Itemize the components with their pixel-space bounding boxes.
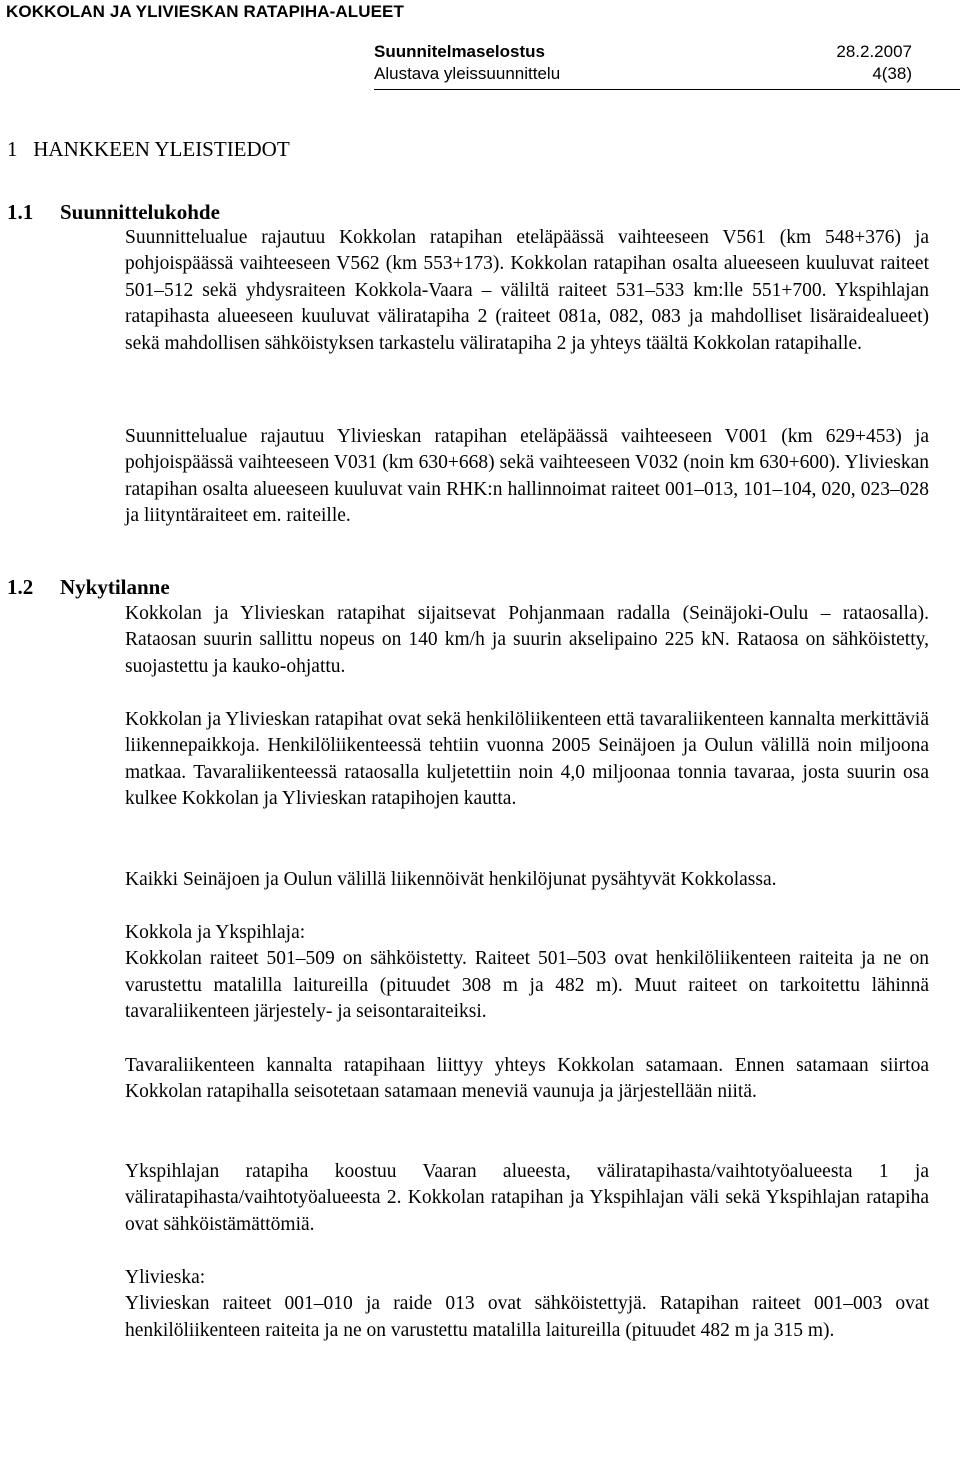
header-divider [374, 89, 960, 90]
paragraph: Kaikki Seinäjoen ja Oulun välillä liikennöivät henkilöjunat pysähtyvät Kokkolassa. [125, 869, 777, 890]
paragraph: Ykspihlajan ratapiha koostuu Vaaran alueesta, väliratapihasta/vaihtotyöalueesta 1 ja väliratapihasta/vaihtotyöalueesta 2. Kokkolan ratapihan ja Ykspihlajan väli sekä Ykspihlajan ratapiha ovat sähköistämättömiä. [125, 1161, 929, 1235]
section-heading-1: 1 HANKKEEN YLEISTIEDOT [7, 137, 290, 161]
document-date: 28.2.2007 [836, 42, 912, 61]
paragraph: Kokkola ja Ykspihlaja: Kokkolan raiteet 501–509 on sähköistetty. Raiteet 501–503 ovat henkilöliikenteen raiteita ja ne on varustettu matalilla laitureilla (pituudet 308 m ja 482 m). Muut raiteet on tarkoitettu lähinnä tavaraliikenteen järjestely- ja seisontaraiteiksi. [125, 922, 929, 1023]
paragraph: Tavaraliikenteen kannalta ratapihaan liittyy yhteys Kokkolan satamaan. Ennen satamaan siirtoa Kokkolan ratapihalla seisotetaan satamaan meneviä vaunuja ja järjestellään niitä. [125, 1055, 929, 1103]
section-title: Nykytilanne [60, 575, 170, 599]
document-subtitle: Alustava yleissuunnittelu [374, 64, 561, 83]
paragraph: Kokkolan ja Ylivieskan ratapihat ovat sekä henkilöliikenteen että tavaraliikenteen kannalta merkittäviä liikennepaikkoja. Henkilöliikenteessä tehtiin vuonna 2005 Seinäjoen ja Oulun välillä noin miljoona matkaa. Tavaraliikenteessä rataosalla kuljetettiin noin 4,0 miljoonaa tonnia tavaraa, josta suurin osa kulkee Kokkolan ja Ylivieskan ratapihojen kautta. [125, 709, 929, 810]
page-number: 4(38) [872, 64, 912, 83]
paragraph: Ylivieska: Ylivieskan raiteet 001–010 ja raide 013 ovat sähköistettyjä. Ratapihan raiteet 001–003 ovat henkilöliikenteen raiteita ja ne on varustettu matalilla laitureilla (pituudet 482 m ja 315 m). [125, 1267, 929, 1341]
section-title: Suunnittelukohde [60, 200, 220, 224]
paragraph: Kokkolan ja Ylivieskan ratapihat sijaitsevat Pohjanmaan radalla (Seinäjoki-Oulu – rataosalla). Rataosan suurin sallittu nopeus on 140 km/h ja suurin akselipaino 225 kN. Rataosa on sähköistetty, suojastettu ja kauko-ohjattu. [125, 603, 929, 677]
project-title: KOKKOLAN JA YLIVIESKAN RATAPIHA-ALUEET [6, 2, 404, 21]
section-heading-1-2 [7, 575, 170, 600]
paragraph: Suunnittelualue rajautuu Kokkolan ratapihan eteläpäässä vaihteeseen V561 (km 548+376) ja pohjoispäässä vaihteeseen V562 (km 553+173). Kokkolan ratapihan osalta alueeseen kuuluvat raiteet 501–512 sekä yhdysraiteen Kokkola-Vaara – väliltä raiteet 531–533 km:lle 551+700. Ykspihlajan ratapihasta alueeseen kuuluvat väliratapiha 2 (raiteet 081a, 082, 083 ja mahdolliset lisäraidealueet) sekä mahdollisen sähköistyksen tarkastelu väliratapiha 2 ja yhteys täältä Kokkolan ratapihalle. [125, 227, 929, 354]
section-number: 1.1 [7, 200, 34, 224]
section-heading-1-1 [7, 200, 220, 225]
section-number: 1.2 [7, 575, 34, 599]
document-type: Suunnitelmaselostus [374, 42, 545, 61]
paragraph: Suunnittelualue rajautuu Ylivieskan ratapihan eteläpäässä vaihteeseen V001 (km 629+453) ja pohjoispäässä vaihteeseen V031 (km 630+668) sekä vaihteeseen V032 (noin km 630+600). Ylivieskan ratapihan osalta alueeseen kuuluvat vain RHK:n hallinnoimat raiteet 001–013, 101–104, 020, 023–028 ja liityntäraiteet em. raiteille. [125, 426, 929, 527]
